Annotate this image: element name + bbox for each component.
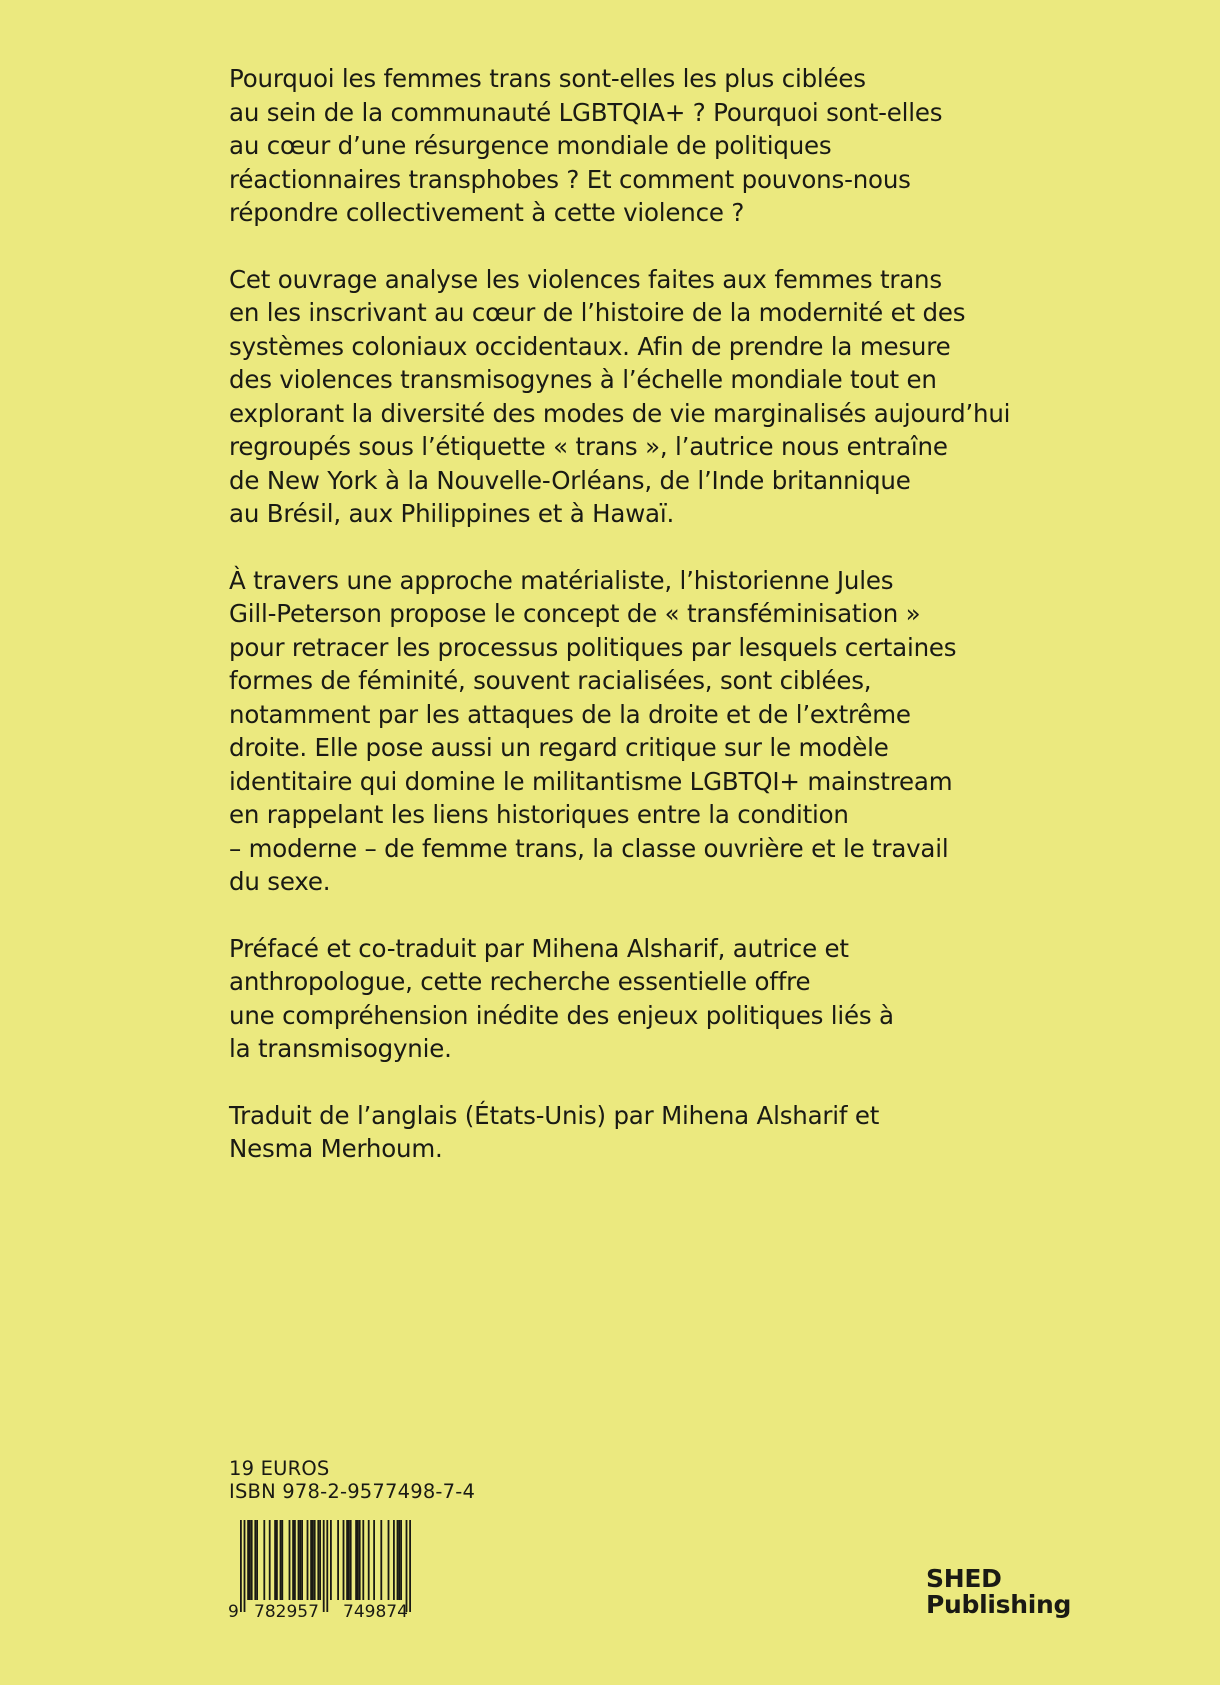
blurb-line: de New York à la Nouvelle-Orléans, de l’Inde britannique bbox=[229, 465, 911, 495]
blurb-line: explorant la diversité des modes de vie marginalisés aujourd’hui bbox=[229, 398, 1011, 428]
barcode-bar bbox=[398, 1520, 400, 1600]
blurb-line: anthropologue, cette recherche essentielle offre bbox=[229, 967, 811, 996]
blurb-line: répondre collectivement à cette violence ? bbox=[229, 198, 745, 227]
publisher-name-line2: Publishing bbox=[926, 1590, 1072, 1619]
blurb-line: du sexe. bbox=[229, 867, 331, 896]
blurb-line: Préfacé et co-traduit par Mihena Alsharif, autrice et bbox=[229, 933, 849, 963]
barcode-bar bbox=[355, 1520, 357, 1600]
price-label: 19 EUROS bbox=[229, 1457, 330, 1480]
barcode-bar bbox=[400, 1520, 402, 1600]
barcode-bar bbox=[310, 1520, 312, 1600]
barcode-bar bbox=[350, 1520, 352, 1600]
barcode-bar bbox=[256, 1520, 258, 1600]
barcode-bar bbox=[251, 1520, 253, 1600]
barcode-digits-left: 782957 bbox=[254, 1602, 319, 1622]
barcode-bar bbox=[337, 1520, 339, 1600]
barcode-bar bbox=[359, 1520, 361, 1600]
barcode-guard-bar bbox=[406, 1520, 408, 1612]
barcode-bar bbox=[314, 1520, 316, 1600]
blurb-line: Pourquoi les femmes trans sont-elles les plus ciblées bbox=[229, 64, 866, 93]
blurb-line: – moderne – de femme trans, la classe ouvrière et le travail bbox=[229, 833, 949, 863]
barcode-bar bbox=[301, 1520, 303, 1600]
blurb-paragraph-2 bbox=[229, 263, 1109, 531]
barcode-bar bbox=[312, 1520, 314, 1600]
barcode-bar bbox=[319, 1520, 321, 1600]
isbn-barcode bbox=[226, 1520, 431, 1622]
barcode-bar bbox=[294, 1520, 296, 1600]
barcode-bar bbox=[289, 1520, 291, 1600]
blurb-line: Gill-Peterson propose le concept de « transféminisation » bbox=[229, 599, 921, 628]
barcode-bar bbox=[393, 1520, 395, 1600]
blurb-line: identitaire qui domine le militantisme LGBTQI+ mainstream bbox=[229, 766, 953, 796]
barcode-digits-right: 749874 bbox=[343, 1602, 408, 1622]
blurb-paragraph-1 bbox=[229, 62, 1109, 230]
barcode-bar bbox=[299, 1520, 301, 1600]
back-cover-blurb bbox=[229, 62, 1109, 1199]
barcode-digit-first: 9 bbox=[228, 1602, 239, 1622]
publisher-logo bbox=[926, 1566, 1071, 1618]
blurb-paragraph-4 bbox=[229, 932, 1109, 1066]
blurb-line: au Brésil, aux Philippines et à Hawaï. bbox=[229, 499, 675, 528]
barcode-bar bbox=[362, 1520, 364, 1600]
barcode-bar bbox=[281, 1520, 283, 1600]
blurb-line: une compréhension inédite des enjeux politiques liés à bbox=[229, 1000, 894, 1030]
barcode-bar bbox=[298, 1520, 300, 1600]
barcode-guard-bar bbox=[323, 1520, 325, 1612]
barcode-bar bbox=[274, 1520, 276, 1600]
barcode-bar bbox=[373, 1520, 375, 1600]
blurb-line: systèmes coloniaux occidentaux. Afin de prendre la mesure bbox=[229, 331, 951, 361]
barcode-bar bbox=[280, 1520, 282, 1600]
price-isbn-block bbox=[229, 1457, 475, 1503]
blurb-line: Nesma Merhoum. bbox=[229, 1134, 443, 1163]
barcode-bar bbox=[254, 1520, 256, 1600]
blurb-line: À travers une approche matérialiste, l’historienne Jules bbox=[229, 565, 894, 595]
blurb-line: formes de féminité, souvent racialisées, sont ciblées, bbox=[229, 666, 872, 695]
barcode-bar bbox=[307, 1520, 309, 1600]
barcode-guard-bar bbox=[409, 1520, 411, 1612]
barcode-bar bbox=[380, 1520, 382, 1600]
blurb-line: Traduit de l’anglais (États-Unis) par Mihena Alsharif et bbox=[229, 1100, 880, 1130]
barcode-bar bbox=[357, 1520, 359, 1600]
isbn-label: ISBN 978-2-9577498-7-4 bbox=[229, 1480, 476, 1503]
blurb-line: Cet ouvrage analyse les violences faites aux femmes trans bbox=[229, 264, 942, 294]
blurb-line: réactionnaires transphobes ? Et comment pouvons-nous bbox=[229, 164, 911, 194]
barcode-bar bbox=[330, 1520, 332, 1600]
barcode-guard-bar bbox=[326, 1520, 328, 1612]
barcode-guard-bar bbox=[244, 1520, 246, 1612]
blurb-line: au sein de la communauté LGBTQIA+ ? Pourquoi sont-elles bbox=[229, 97, 943, 127]
barcode-bar bbox=[346, 1520, 348, 1600]
barcode-bar bbox=[249, 1520, 251, 1600]
translation-credit bbox=[229, 1099, 1109, 1166]
barcode-bar bbox=[263, 1520, 265, 1600]
barcode-bar bbox=[397, 1520, 399, 1600]
blurb-paragraph-3 bbox=[229, 564, 1109, 899]
barcode-bar bbox=[348, 1520, 350, 1600]
blurb-line: des violences transmisogynes à l’échelle mondiale tout en bbox=[229, 365, 937, 394]
barcode-bar bbox=[317, 1520, 319, 1600]
barcode-bar bbox=[388, 1520, 390, 1600]
barcode-guard-bar bbox=[240, 1520, 242, 1612]
barcode-bar bbox=[247, 1520, 249, 1600]
blurb-line: droite. Elle pose aussi un regard critique sur le modèle bbox=[229, 733, 889, 762]
blurb-line: au cœur d’une résurgence mondiale de politiques bbox=[229, 131, 832, 160]
blurb-line: pour retracer les processus politiques par lesquels certaines bbox=[229, 632, 957, 662]
barcode-bar bbox=[276, 1520, 278, 1600]
blurb-line: notamment par les attaques de la droite et de l’extrême bbox=[229, 699, 911, 729]
barcode-bar bbox=[292, 1520, 294, 1600]
blurb-line: la transmisogynie. bbox=[229, 1034, 452, 1063]
barcode-bar bbox=[269, 1520, 271, 1600]
barcode-bar bbox=[368, 1520, 370, 1600]
barcode-bar bbox=[343, 1520, 345, 1600]
blurb-line: en les inscrivant au cœur de l’histoire de la modernité et des bbox=[229, 298, 966, 327]
blurb-line: en rappelant les liens historiques entre la condition bbox=[229, 800, 849, 829]
blurb-line: regroupés sous l’étiquette « trans », l’autrice nous entraîne bbox=[229, 432, 948, 461]
publisher-name-line1: SHED bbox=[926, 1564, 1002, 1593]
